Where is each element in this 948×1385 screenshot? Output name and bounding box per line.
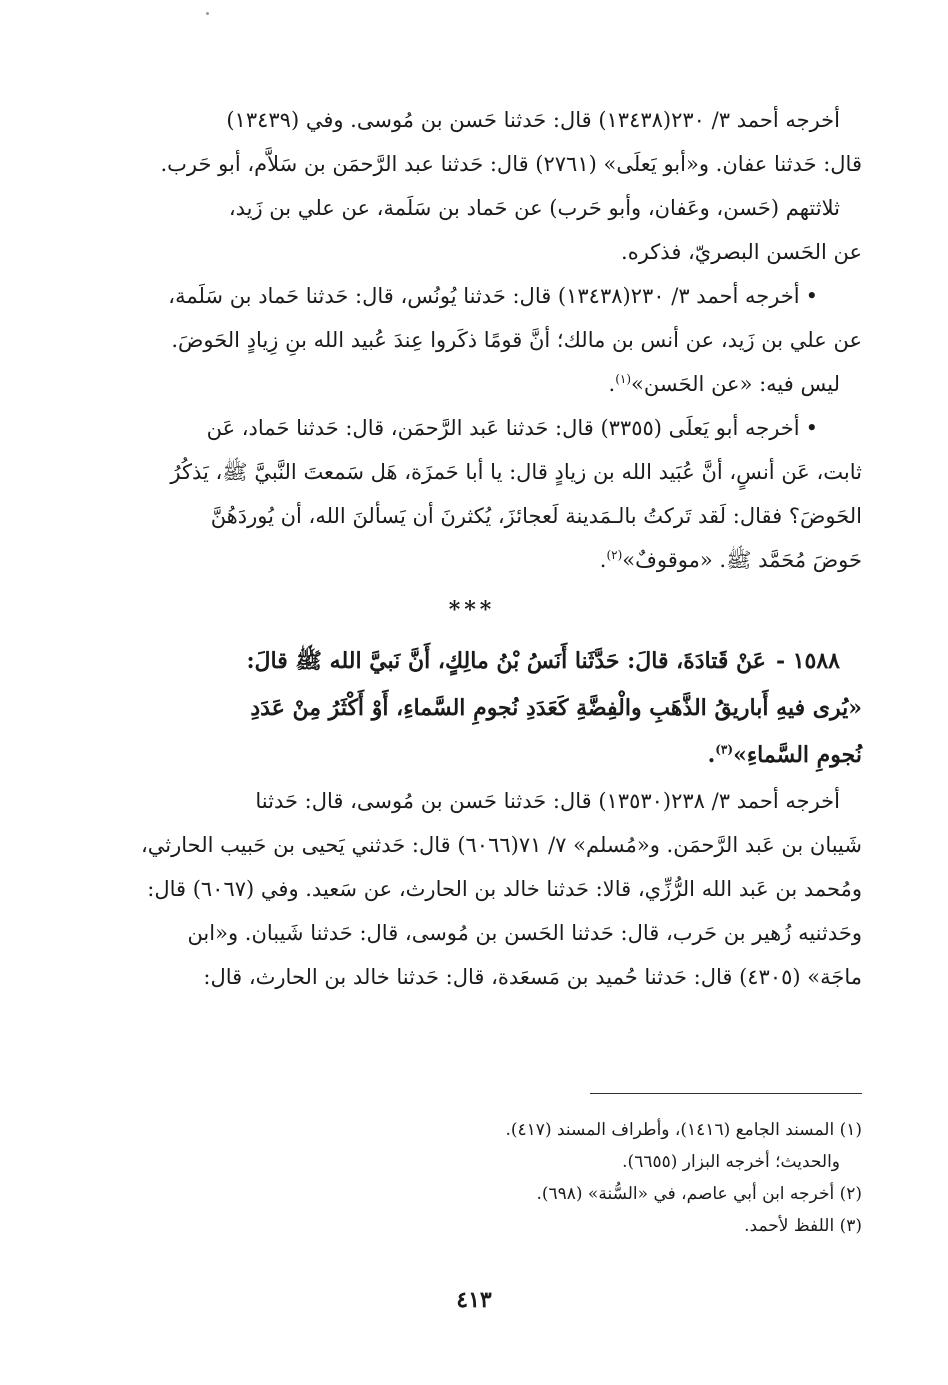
- punctuation: .: [599, 548, 607, 572]
- footnote-marker: (٢): [606, 548, 623, 562]
- text-line: ماجَة» (٤٣٠٥) قال: حَدثنا حُميد بن مَسعَدة، قال: حَدثنا خالد بن الحارث، قال:: [203, 965, 862, 989]
- text-line: قال: حَدثنا عفان. و«أبو يَعلَى» (٢٧٦١) قال: حَدثنا عبد الرَّحمَن بن سَلاَّم، أبو حَرب.: [160, 152, 862, 176]
- text-line: الحَوضَ؟ فقال: لَقد تَركتُ بالـمَدينة لَعجائزَ، يُكثرنَ أن يَسألنَ الله، أن يُوردَهُنَّ: [210, 504, 862, 528]
- punctuation: .: [608, 372, 616, 396]
- text-line: عن علي بن زَيد، عن أنس بن مالك؛ أنَّ قومًا ذكَروا عِندَ عُبيد الله بنِ زِيادٍ الحَوضَ.: [171, 328, 862, 352]
- text-line: أخرجه أحمد ٣/ ٢٣٠(١٣٤٣٨) قال: حَدثنا حَسن بن مُوسى. وفي (١٣٤٣٩): [226, 108, 840, 132]
- paper-speck: [206, 12, 209, 15]
- text-line: ثابت، عَن أنسٍ، أنَّ عُبَيد الله بن زيادٍ قال: يا أبا حَمزَة، هَل سَمعتَ النَّبيَّ ﷺ، يَذكُرُ: [170, 460, 862, 484]
- footnote-3: (٣) اللفظ لأحمد.: [744, 1216, 862, 1236]
- paragraph-takhrij-2: [82, 186, 862, 274]
- page-number: ٤١٣: [456, 1287, 492, 1313]
- hadith-heading: [82, 638, 862, 779]
- hadith-text-line: عَنْ قَتادَةَ، قالَ: حَدَّثَنا أَنَسُ بْنُ مالِكٍ، أَنَّ نَبيَّ الله ﷺ قالَ:: [246, 648, 766, 674]
- bullet-icon: •: [805, 284, 818, 308]
- main-text: [82, 98, 862, 999]
- footnotes: [82, 1114, 862, 1242]
- footnote-marker: (٣): [715, 742, 734, 757]
- footnote-divider: [590, 1093, 862, 1094]
- paragraph-bullet-1: [82, 274, 862, 362]
- paragraph-bullet-2: [82, 406, 862, 582]
- text-line: شَيبان بن عَبد الرَّحمَن. و«مُسلم» ٧/ ٧١(٦٠٦٦) قال: حَدثني يَحيى بن حَبيب الحارثي،: [141, 833, 862, 857]
- footnote-1-continuation: والحديث؛ أخرجه البزار (٦٦٥٥).: [622, 1152, 840, 1172]
- section-separator: ***: [448, 597, 496, 623]
- footnote-2: (٢) أخرجه ابن أبي عاصم، في «السُّنة» (٦٩٨).: [536, 1184, 862, 1204]
- footnote-1: (١) المسند الجامع (١٤١٦)، وأطراف المسند (٤١٧).: [505, 1120, 862, 1140]
- text-line: ومُحمد بن عَبد الله الرُّزِّي، قالا: حَدثنا خالد بن الحارث، عن سَعيد. وفي (٦٠٦٧) قال:: [147, 877, 862, 901]
- hadith-text-line: نُجومِ السَّماءِ»: [733, 742, 862, 768]
- text-line: أخرجه أحمد ٣/ ٢٣٨(١٣٥٣٠) قال: حَدثنا حَسن بن مُوسى، قال: حَدثنا: [255, 789, 840, 813]
- punctuation: .: [707, 742, 716, 768]
- text-line: ليس فيه: «عن الحَسن»: [631, 372, 840, 396]
- text-line: وحَدثنيه زُهير بن حَرب، قال: حَدثنا الحَسن بن مُوسى، قال: حَدثنا شَيبان. و«ابن: [187, 921, 862, 945]
- text-line: أخرجه أحمد ٣/ ٢٣٠(١٣٤٣٨) قال: حَدثنا يُونُس، قال: حَدثنا حَماد بن سَلَمة،: [168, 284, 800, 308]
- paragraph-note: [82, 362, 862, 406]
- text-line: عن الحَسن البصريّ، فذكره.: [621, 240, 862, 264]
- paragraph-takhrij-3: [82, 779, 862, 999]
- text-line: حَوضَ مُحَمَّد ﷺ. «موقوفٌ»: [622, 548, 862, 572]
- hadith-number: ١٥٨٨ -: [775, 648, 840, 674]
- paragraph-takhrij-1: [82, 98, 862, 186]
- text-line: أخرجه أبو يَعلَى (٣٣٥٥) قال: حَدثنا عَبد الرَّحمَن، قال: حَدثنا حَماد، عَن: [206, 416, 800, 440]
- text-line: ثلاثتهم (حَسن، وعَفان، وأبو حَرب) عن حَماد بن سَلَمة، عن علي بن زَيد،: [228, 196, 840, 220]
- footnote-marker: (١): [615, 372, 632, 386]
- bullet-icon: •: [805, 416, 818, 440]
- hadith-text-line: «يُرى فيهِ أَباريقُ الذَّهَبِ والْفِضَّةِ كَعَدَدِ نُجومِ السَّماءِ، أَوْ أَكْثَرُ مِنْ عَدَدِ: [250, 695, 862, 721]
